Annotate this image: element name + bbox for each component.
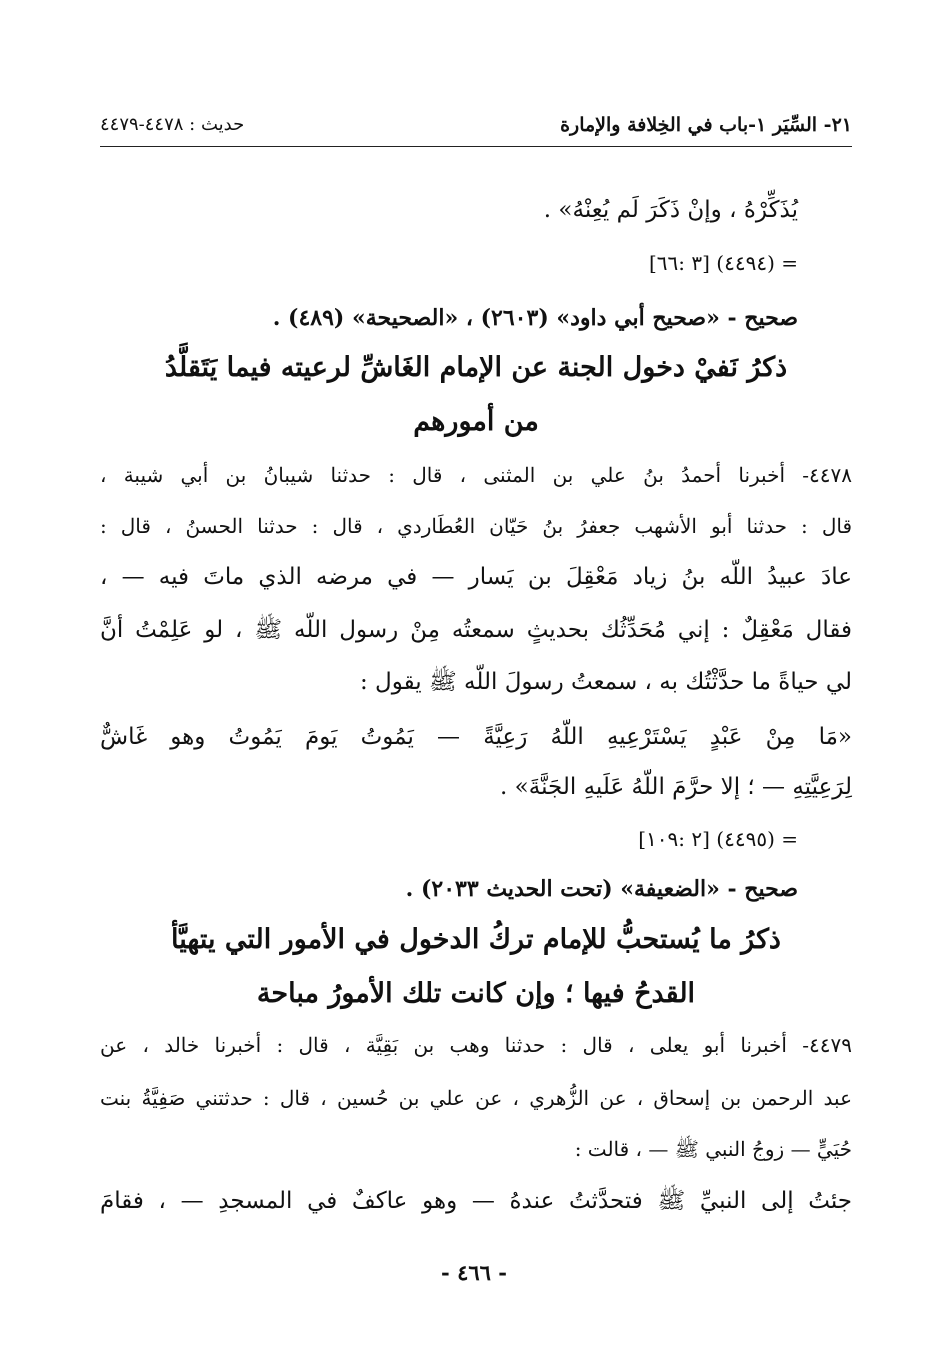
chapter-heading: ذكرُ نَفيْ دخول الجنة عن الإمام الغَاشِّ لرعيته فيما يَتَقلَّدُ	[164, 352, 788, 383]
chapter-heading-cont: من أمورهم	[413, 406, 539, 437]
reference-line: = (٤٤٩٥) [٢ :١٠٩]	[638, 827, 798, 851]
grading-line: صحيح - «صحيح أبي داود» (٢٦٠٣) ، «الصحيحة» (٤٨٩) .	[272, 305, 798, 331]
text-line: يُذَكِّرْهُ ، وإنْ ذَكَرَ لَم يُعِنْهُ» .	[543, 197, 798, 223]
text-line: حُيَيٍّ — زوجُ النبي ﷺ — ، قالت :	[574, 1137, 852, 1161]
grading-line: صحيح - «الضعيفة» (تحت الحديث ٢٠٣٣) .	[405, 876, 798, 902]
text-line: عادَ عبيدُ اللّه بنُ زياد مَعْقِلَ بن يَسار — في مرضه الذي ماتَ فيه — ،	[100, 564, 852, 590]
hadith-quote-line: «مَا مِنْ عَبْدٍ يَسْتَرْعِيهِ اللّهُ رَعِيَّةً — يَمُوتُ يَومَ يَمُوتُ وهو غَاشٌّ	[100, 724, 852, 750]
header-section-title: ٢١- السِّيَر ١-باب في الخِلافة والإمارة	[560, 114, 852, 136]
page-number: - ٤٦٦ -	[441, 1260, 507, 1285]
hadith-number-line: ٤٤٧٩- أخبرنا أبو يعلى ، قال : حدثنا وهب بن بَقِيَّة ، قال : أخبرنا خالد ، عن	[100, 1033, 852, 1057]
running-header	[100, 104, 852, 144]
hadith-quote-line: لِرَعِيَّتِهِ — ؛ إلا حرَّمَ اللّهُ عَلَيهِ الجَنَّةَ» .	[500, 774, 852, 800]
text-line: فقال مَعْقِلٌ : إني مُحَدِّثُك بحديثٍ سمعتُه مِنْ رسول اللّه ﷺ ، لو عَلِمْتُ أنَّ	[100, 617, 852, 643]
text-line: لي حياةً ما حدَّثْتُك به ، سمعتُ رسولَ اللّه ﷺ يقول :	[359, 669, 852, 695]
text-line: جئتُ إلى النبيِّ ﷺ فتحدَّثتُ عندهُ — وهو عاكفٌ في المسجدِ — ، فقامَ	[100, 1188, 852, 1214]
header-hadith-range: حديث : ٤٤٧٨-٤٤٧٩	[100, 114, 245, 135]
text-line: عبد الرحمن بن إسحاق ، عن الزُّهري ، عن علي بن حُسين ، قال : حدثتني صَفِيَّةُ بنت	[100, 1086, 852, 1110]
chapter-heading-cont: القدحُ فيها ؛ وإن كانت تلك الأمورُ مباحة	[256, 978, 696, 1009]
chapter-heading: ذكرُ ما يُستحبُّ للإمام تركُ الدخول في الأمور التي يتهيَّأ	[171, 924, 781, 955]
header-rule	[100, 146, 852, 147]
reference-line: = (٤٤٩٤) [٣ :٦٦]	[648, 251, 798, 275]
hadith-number-line: ٤٤٧٨- أخبرنا أحمدُ بنُ علي بن المثنى ، قال : حدثنا شيبانُ بن أبي شيبة ،	[100, 463, 852, 487]
text-line: قال : حدثنا أبو الأشهب جعفرُ بنُ حَيّان العُطَاردي ، قال : حدثنا الحسنُ ، قال :	[100, 514, 852, 538]
